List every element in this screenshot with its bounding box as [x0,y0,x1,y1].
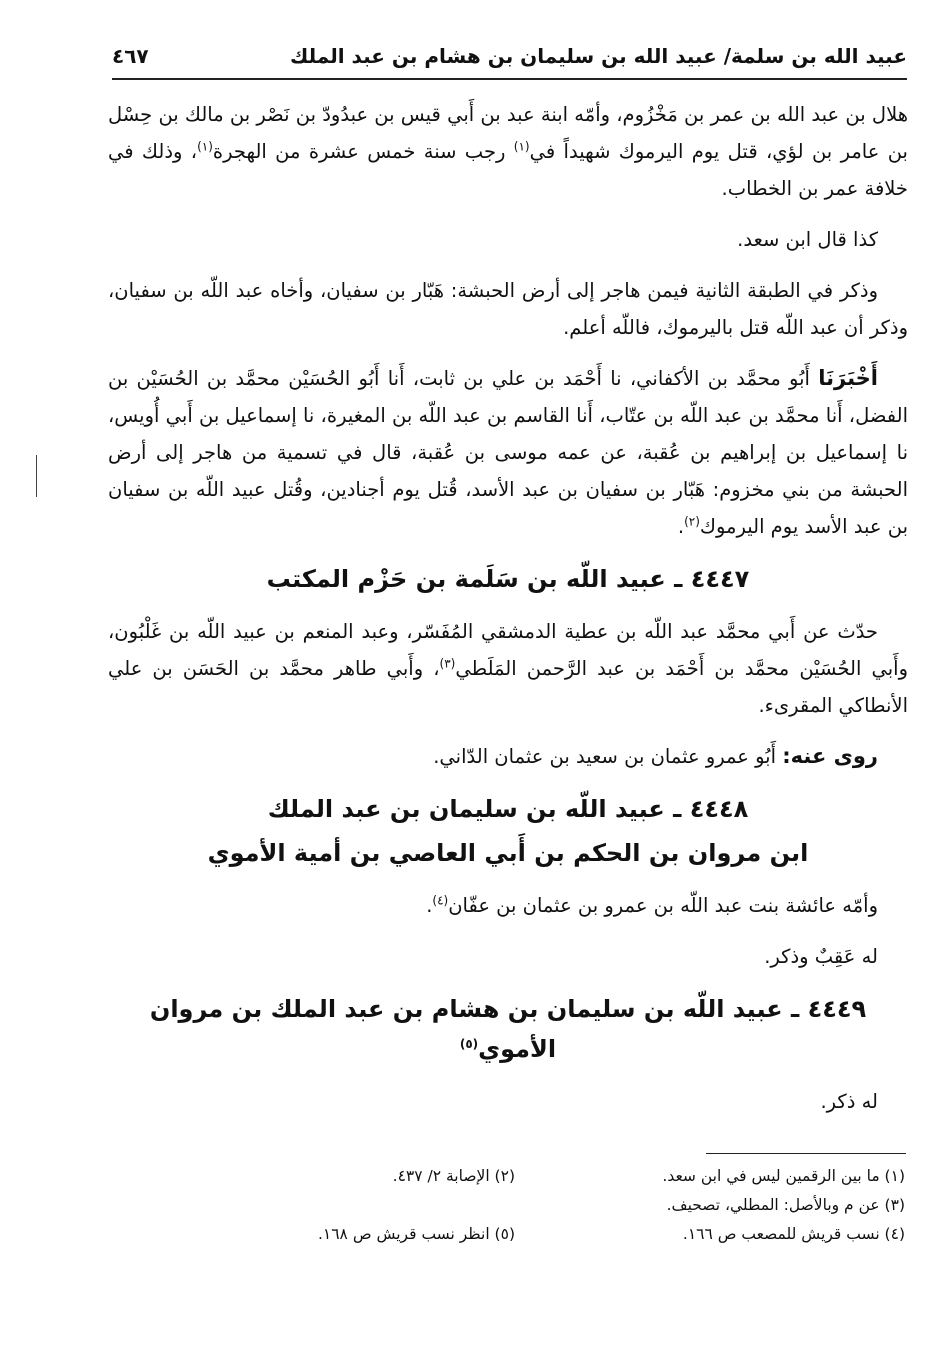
footnotes [250,1162,905,1249]
footnote-ref: (٥) [459,1037,479,1051]
footnote-empty [250,1191,515,1220]
margin-mark [36,455,37,497]
paragraph-6-text: أَبُو عمرو عثمان بن سعيد بن عثمان الدّاني. [433,745,783,768]
entry-heading-4448-subtitle: ابن مروان بن الحكم بن أَبي العاصي بن أمية الأموي [207,839,809,867]
paragraph-4-text: أَبُو محمَّد بن الأكفاني، نا أَحْمَد بن علي بن ثابت، أَنا أَبُو الحُسَيْن محمَّد بن الحُسَيْن بن الفضل، أَنا محمَّد بن عبد اللّه بن عتّاب، أَنا القاسم بن عبد اللّه بن المغيرة، نا إسماعيل بن أَبي أُويس، نا إسماعيل بن إبراهيم بن عُقبة، عن عمه موسى بن عُقبة، قال في تسمية من هاجر إلى أرض الحبشة من بني مخزوم: هَبّار بن سفيان بن عبد الأسد، قُتل يوم أجنادين، وقُتل عبيد اللّه بن سفيان بن عبد الأسد يوم اليرموك [108,367,908,538]
paragraph-6-lead: روى عنه: [782,744,878,768]
paragraph-7-end: . [426,894,433,917]
footnote-row [250,1191,905,1220]
paragraph-9: له ذكر. [820,1090,878,1113]
entry-heading-4449 [108,989,908,1069]
paragraph-5-text: حدّث عن أَبي محمَّد عبد اللّه بن عطية الدمشقي المُفَسّر، وعبد المنعم بن عبيد اللّه بن غَلْبُون، وأَبي الحُسَيْن محمَّد بن أَحْمَد بن عبد الرَّحمن المَلَطي [108,620,908,680]
footnote-1: (١) ما بين الرقمين ليس في ابن سعد. [662,1167,905,1185]
footnote-ref: (٢) [684,514,700,529]
page-number: ٤٦٧ [112,44,149,68]
footnote-separator [706,1153,906,1154]
footnote-ref: (٣) [439,656,456,671]
footnote-ref: (٤) [432,893,449,908]
paragraph-7 [108,887,908,924]
paragraph-1 [108,96,908,207]
entry-heading-4447: ٤٤٤٧ ـ عبيد اللّه بن سَلَمة بن حَزْم المكتب [266,565,750,593]
paragraph-1-text-c: ، وذلك في خلافة عمر بن الخطاب. [108,140,908,200]
paragraph-7-text: وأمّه عائشة بنت عبد اللّه بن عمرو بن عثمان بن عفّان [448,894,878,917]
paragraph-5-text-b: ، وأَبي طاهر محمَّد بن الحَسَن بن علي الأنطاكي المقرىء. [108,657,908,717]
footnote-row [250,1220,905,1249]
footnote-4: (٤) نسب قريش للمصعب ص ١٦٦. [682,1225,905,1243]
running-title: عبيد الله بن سلمة/ عبيد الله بن سليمان بن هشام بن عبد الملك [290,44,907,68]
paragraph-4 [108,360,908,545]
footnote-2: (٢) الإصابة ٢/ ٤٣٧. [392,1167,515,1185]
paragraph-1-text-b: رجب سنة خمس عشرة من الهجرة [212,140,514,163]
footnote-ref: (١) [197,139,213,154]
entry-heading-4449-text: ٤٤٤٩ ـ عبيد اللّه بن سليمان بن هشام بن عبد الملك بن مروان الأموي [149,995,867,1063]
paragraph-6 [108,738,908,775]
footnote-row [250,1162,905,1191]
paragraph-3: وذكر في الطبقة الثانية فيمن هاجر إلى أرض الحبشة: هَبّار بن سفيان، وأخاه عبد اللّه بن سفيان، وذكر أن عبد اللّه قتل باليرموك، فاللّه أعلم. [108,279,908,339]
footnote-5: (٥) انظر نسب قريش ص ١٦٨. [317,1225,515,1243]
paragraph-1-text: هلال بن عبد الله بن عمر بن مَخْزُوم، وأمّه ابنة عبد بن أَبي قيس بن عبدُودّ بن نَصْر بن مالك بن حِسْل بن عامر بن لؤي، قتل يوم اليرموك شهيداً في [108,103,908,163]
footnote-3: (٣) عن م وبالأصل: المطلي، تصحيف. [666,1196,905,1214]
paragraph-5 [108,613,908,724]
entry-heading-4448: ٤٤٤٨ ـ عبيد اللّه بن سليمان بن عبد الملك [267,795,749,823]
paragraph-2: كذا قال ابن سعد. [737,228,878,251]
paragraph-4-end: . [677,515,685,538]
footnote-ref: (١) [513,139,530,154]
paragraph-4-lead: أَخْبَرَنَا [818,366,878,390]
page-header [112,38,907,80]
paragraph-8: له عَقِبٌ وذكر. [764,945,878,968]
main-text [108,96,908,1134]
